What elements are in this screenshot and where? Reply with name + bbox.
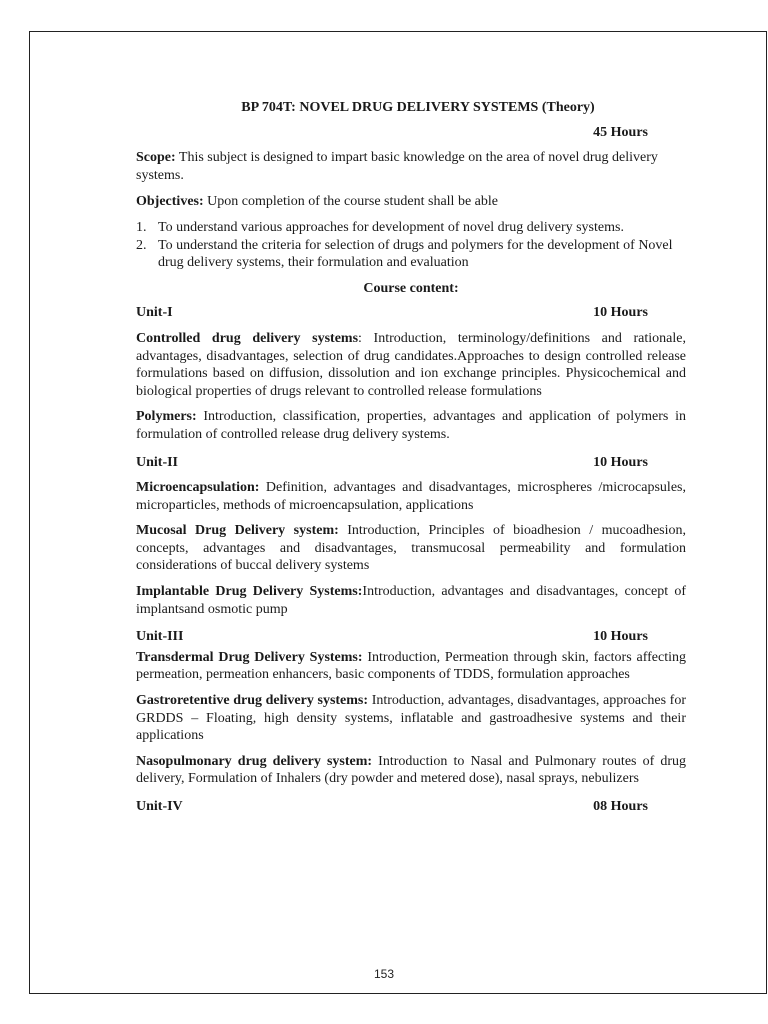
objective-number: 1. bbox=[136, 219, 147, 235]
topic-text: Introduction, Principles of bioadhesion / mucoadhesion, concepts, advantages and disadvantages, transmucosal permeability and formulation considerations of buccal delivery systems bbox=[136, 523, 686, 574]
unit-name: Unit-III bbox=[136, 629, 184, 645]
objective-text: To understand various approaches for development of novel drug delivery systems. bbox=[158, 219, 624, 235]
unit-hours: 10 Hours bbox=[593, 629, 648, 645]
page-number: 153 bbox=[373, 967, 395, 981]
topic-paragraph bbox=[136, 753, 686, 788]
unit-heading bbox=[136, 304, 686, 322]
document-title: BP 704T: NOVEL DRUG DELIVERY SYSTEMS (Theory) bbox=[241, 100, 595, 115]
topic-paragraph bbox=[136, 583, 686, 618]
topic-text: Definition, advantages and disadvantages, microspheres /microcapsules, microparticles, methods of microencapsulation, applications bbox=[136, 480, 686, 513]
unit-hours: 10 Hours bbox=[593, 454, 648, 470]
topic-title: Controlled drug delivery systems bbox=[136, 330, 359, 346]
topic-title: Gastroretentive drug delivery systems: bbox=[136, 693, 369, 709]
topic-title: Transdermal Drug Delivery Systems: bbox=[136, 649, 363, 665]
objectives-label: Objectives: bbox=[136, 194, 204, 210]
total-hours: 45 Hours bbox=[593, 124, 648, 140]
unit-name: Unit-IV bbox=[136, 799, 183, 814]
topic-paragraph bbox=[136, 649, 686, 684]
topic-title: Microencapsulation: bbox=[136, 480, 260, 496]
topic-text: Introduction, advantages and disadvantages, concept of implantsand osmotic pump bbox=[136, 584, 686, 617]
scope-paragraph bbox=[136, 149, 686, 184]
topic-paragraph bbox=[136, 330, 686, 400]
objective-item bbox=[136, 237, 686, 272]
objectives-text: Upon completion of the course student shall be able bbox=[203, 194, 498, 210]
objective-text: To understand the criteria for selection of drugs and polymers for the development of Novel drug delivery systems, their formulation and evaluation bbox=[158, 237, 673, 271]
topic-text: Introduction, advantages, disadvantages, approaches for GRDDS – Floating, high density systems, inflatable and gastroadhesive systems and their applications bbox=[136, 693, 686, 744]
unit-name: Unit-I bbox=[136, 305, 173, 321]
topic-title: Nasopulmonary drug delivery system: bbox=[136, 753, 373, 769]
unit-hours: 10 Hours bbox=[593, 305, 648, 321]
topic-paragraph bbox=[136, 692, 686, 745]
unit-heading bbox=[136, 628, 686, 646]
unit-name: Unit-II bbox=[136, 454, 179, 470]
course-content-heading: Course content: bbox=[363, 280, 459, 296]
topic-paragraph bbox=[136, 522, 686, 575]
topic-paragraph bbox=[136, 479, 686, 514]
topic-title: Mucosal Drug Delivery system: bbox=[136, 523, 339, 539]
unit-hours: 08 Hours bbox=[593, 799, 648, 814]
topic-text: Introduction to Nasal and Pulmonary routes of drug delivery, Formulation of Inhalers (dry powder and metered dose), nasal sprays, nebulizers bbox=[136, 753, 686, 787]
topic-paragraph bbox=[136, 408, 686, 443]
topic-title: Implantable Drug Delivery Systems: bbox=[136, 584, 363, 600]
scope-text: This subject is designed to impart basic knowledge on the area of novel drug delivery systems. bbox=[136, 150, 658, 183]
topic-text: : Introduction, terminology/definitions and rationale, advantages, disadvantages, selection of drug candidates.Approaches to design controlled release formulations based on diffusion, dissolution and ion exchange principles. Physicochemical and biological properties of drugs relevant to controlled release formulations bbox=[136, 330, 686, 399]
document-body bbox=[136, 99, 686, 816]
scope-label: Scope: bbox=[136, 150, 176, 166]
objective-item bbox=[136, 219, 686, 237]
objective-number: 2. bbox=[136, 237, 147, 253]
topic-text: Introduction, classification, properties, advantages and application of polymers in formulation of controlled release drug delivery systems. bbox=[136, 409, 686, 442]
topic-text: Introduction, Permeation through skin, factors affecting permeation, permeation enhancers, basic components of TDDS, formulation approaches bbox=[136, 649, 686, 683]
topic-title: Polymers: bbox=[136, 409, 197, 425]
unit-heading bbox=[136, 798, 686, 816]
objectives-list bbox=[136, 219, 686, 272]
objectives-paragraph bbox=[136, 193, 686, 211]
unit-heading bbox=[136, 454, 686, 472]
